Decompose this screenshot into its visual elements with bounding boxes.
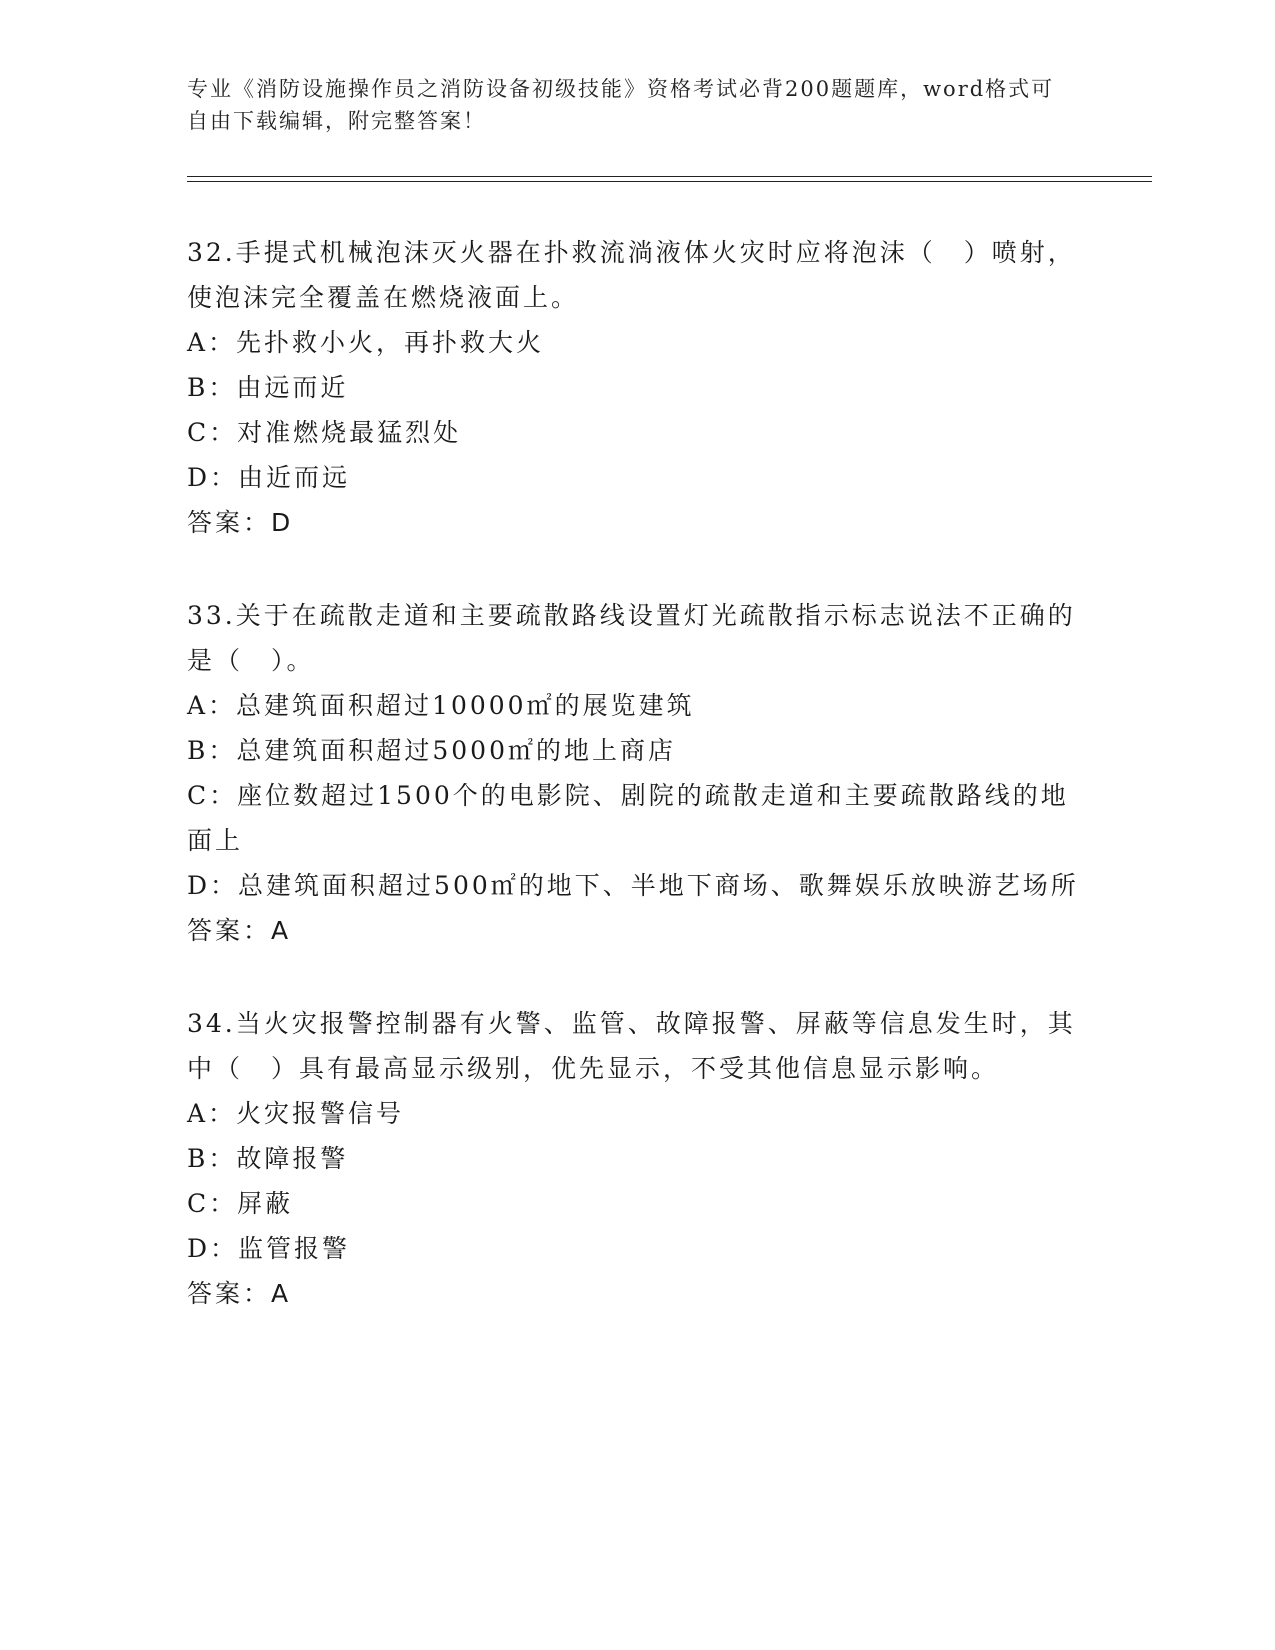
question-list — [187, 230, 1087, 1364]
option-c: C：屏蔽 — [187, 1189, 294, 1218]
question-34 — [187, 1001, 1087, 1316]
option-a: A：先扑救小火，再扑救大火 — [187, 328, 545, 357]
option-c: C：座位数超过1500个的电影院、剧院的疏散走道和主要疏散路线的地面上 — [187, 781, 1069, 855]
option-d: D：由近而远 — [187, 463, 351, 492]
question-33 — [187, 593, 1087, 953]
question-32 — [187, 230, 1087, 545]
answer-line: 答案：A — [187, 1279, 292, 1308]
header-divider-bottom — [187, 181, 1152, 182]
option-b: B：由远而近 — [187, 373, 349, 402]
answer-line: 答案：D — [187, 508, 294, 537]
option-b: B：故障报警 — [187, 1144, 349, 1173]
option-list — [187, 1091, 1087, 1271]
option-d: D：总建筑面积超过500㎡的地下、半地下商场、歌舞娱乐放映游艺场所 — [187, 871, 1079, 900]
question-stem: 33.关于在疏散走道和主要疏散路线设置灯光疏散指示标志说法不正确的是（ ）。 — [187, 601, 1076, 675]
option-a: A：总建筑面积超过10000㎡的展览建筑 — [187, 691, 695, 720]
option-b: B：总建筑面积超过5000㎡的地上商店 — [187, 736, 676, 765]
option-a: A：火灾报警信号 — [187, 1099, 405, 1128]
option-list — [187, 683, 1087, 908]
question-stem: 32.手提式机械泡沫灭火器在扑救流淌液体火灾时应将泡沫（ ）喷射，使泡沫完全覆盖在燃烧液面上。 — [187, 238, 1076, 312]
header-divider-top — [187, 176, 1152, 177]
answer-line: 答案：A — [187, 916, 292, 945]
question-stem: 34.当火灾报警控制器有火警、监管、故障报警、屏蔽等信息发生时，其中（ ）具有最高显示级别，优先显示，不受其他信息显示影响。 — [187, 1009, 1076, 1083]
option-list — [187, 320, 1087, 500]
option-d: D：监管报警 — [187, 1234, 351, 1263]
document-header: 专业《消防设施操作员之消防设备初级技能》资格考试必背200题题库，word格式可自由下载编辑，附完整答案！ — [187, 77, 1055, 133]
option-c: C：对准燃烧最猛烈处 — [187, 418, 462, 447]
